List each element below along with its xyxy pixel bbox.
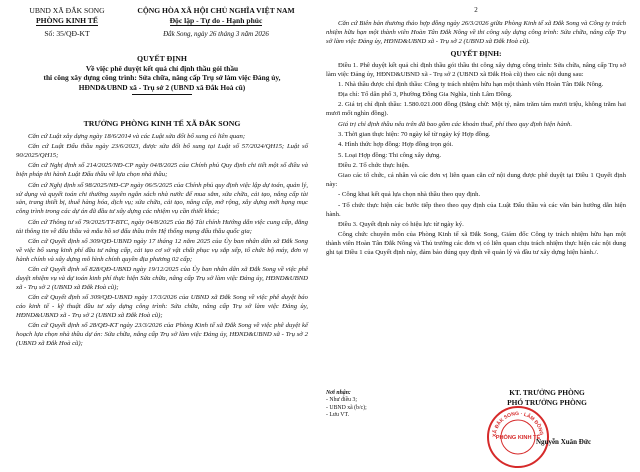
recipients [326, 390, 446, 420]
article-3: Điều 3. Quyết định này có hiệu lực từ ngày ký. [338, 220, 464, 228]
recipient-item: - Lưu VT. [326, 412, 350, 419]
basis-item: Căn cứ Quyết định số 309/QĐ-UBND ngày 17/3/2026 của UBND xã Đắk Song về việc phê duyệt báo cáo kinh tế - kỹ thuật đầu tư xây dựng công trình: Sửa chữa, nâng cấp Trụ sở làm việc Đảng ủy, HĐND&UBND xã - Trụ sở 2 (UBND xã Đắk Hoà cũ); [16, 294, 308, 319]
article-1-item-2-note: Giá trị chỉ định thầu nêu trên đã bao gồm các khoản thuế, phí theo quy định hiện hành. [338, 120, 573, 128]
decision-heading [16, 54, 308, 95]
decision-title-2: QUYẾT ĐỊNH: [450, 48, 502, 58]
article-1-item-1: 1. Nhà thầu được chỉ định thầu: Công ty trách nhiệm hữu hạn một thành viên Hoàn Tân Đắk Nông. [338, 80, 604, 88]
issuing-agency [16, 6, 118, 39]
article-1-item-2: 2. Giá trị chỉ định thầu: 1.580.021.000 đồng (Bằng chữ: Một tỷ, năm trăm tám mươi triệu, không trăm hai mươi mốt nghìn đồng). [326, 101, 626, 118]
basis-item: Căn cứ Nghị định số 214/2025/NĐ-CP ngày 04/8/2025 của Chính phủ Quy định chi tiết một số điều và biện pháp thi hành Luật Đấu thầu về lựa chọn nhà thầu; [16, 162, 308, 179]
issue-date: Đắk Song, ngày 26 tháng 3 năm 2026 [163, 30, 269, 38]
agency-name: PHÒNG KINH TẾ [36, 16, 98, 25]
article-2-item: - Công khai kết quả lựa chọn nhà thầu theo quy định. [338, 191, 481, 199]
national-motto: Độc lập - Tự do - Hạnh phúc [169, 16, 263, 25]
article-1-item-5: 5. Loại Hợp đồng: Thi công xây dựng. [338, 151, 442, 159]
article-1-item-4: 4. Hình thức hợp đồng: Hợp đồng trọn gói. [338, 141, 454, 149]
national-header [124, 6, 308, 39]
article-2: Điều 2. Tổ chức thực hiện. [338, 161, 410, 169]
basis-item: Căn cứ Quyết định số 309/QĐ-UBND ngày 17 tháng 12 năm 2025 của Ủy ban nhân dân xã Đắk Song về việc bổ sung kinh phí đầu tư nâng cấp, cải tạo cơ sở vật chất phục vụ sắp xếp, tổ chức bộ máy, đơn vị hành chính và xây dựng mô hình chính quyền địa phương 02 cấp; [16, 237, 308, 263]
decision-subject-line-3 [16, 83, 308, 93]
basis-item: Căn cứ Luật xây dựng ngày 18/6/2014 và các Luật sửa đổi bổ sung có liên quan; [28, 132, 246, 140]
contractor-address: Địa chỉ: Tổ dân phố 3, Phường Đông Gia Nghĩa, tỉnh Lâm Đồng. [338, 91, 513, 99]
decision-title: QUYẾT ĐỊNH [137, 54, 187, 63]
decision-subject-line-1: Về việc phê duyệt kết quả chỉ định thầu gói thầu [85, 63, 239, 73]
document-number: Số: 35/QĐ-KT [44, 29, 90, 38]
article-1: Điều 1. Phê duyệt kết quả chỉ định thầu gói thầu thi công xây dựng công trình: Sửa chữa, nâng cấp Trụ sở làm việc Đảng ủy, HĐND&UBND xã - Trụ sở 2 (UBND xã Đắk Hoà cũ) theo các nội dung sau: [326, 61, 626, 78]
page-number: 2 [474, 6, 478, 14]
article-2-text: Giao các tổ chức, cá nhân và các đơn vị liên quan căn cứ nội dung được phê duyệt tại Điều 1 Quyết định này: [326, 172, 626, 189]
heading-divider [132, 94, 192, 95]
recipient-item: - UBND xã (b/c); [326, 404, 367, 411]
official-stamp [486, 405, 550, 469]
basis-item: Căn cứ Quyết định số 828/QĐ-UBND ngày 19/12/2025 của Ủy ban nhân dân xã Đắk Song về việc phê duyệt nhiệm vụ và dự toán kinh phí thực hiện Sửa chữa, nâng cấp Trụ sở làm việc Đảng ủy, HĐND&UBND xã - Trụ sở 2 (UBND xã Đắk Hoà cũ); [16, 265, 308, 291]
sign-title: PHÓ TRƯỞNG PHÒNG [507, 397, 587, 407]
article-2-item: - Tổ chức thực hiện các bước tiếp theo theo quy định của Luật Đấu thầu và các văn bản hướng dẫn hiện hành. [326, 201, 626, 218]
decision-body [326, 20, 626, 259]
stamp-ring-text: XÃ ĐẮK SONG · LÂM ĐỒNG [491, 410, 544, 438]
document-header [16, 6, 308, 52]
decision-subject-line-2: thi công xây dựng công trình: Sửa chữa, nâng cấp Trụ sở làm việc Đảng ủy, [43, 73, 281, 83]
agency-parent: UBND XÃ ĐẮK SONG [29, 6, 105, 15]
decision-subject-text: HĐND&UBND xã - Trụ sở 2 (UBND xã Đắk Hoà cũ) [78, 82, 246, 92]
country-name: CỘNG HÒA XÃ HỘI CHỦ NGHĨA VIỆT NAM [137, 6, 295, 15]
basis-item: Căn cứ Quyết định số 28/QĐ-KT ngày 23/3/2026 của Phòng Kinh tế xã Đắk Song về việc phê duyệt kế hoạch lựa chọn nhà thầu dự án: Sửa chữa, nâng cấp Trụ sở làm việc Đảng ủy, HĐND&UBND xã - Trụ sở 2 (UBND xã Đắk Hoà cũ); [16, 322, 308, 347]
article-3-text: Công chức chuyên môn của Phòng Kinh tế xã Đắk Song, Giám đốc Công ty trách nhiệm hữu hạn một thành viên Hoàn Tân Đắk Nông và Thủ trưởng các đơn vị có liên quan chịu trách nhiệm thực hiện các nội dung ghi tại Điều 1 của Quyết định này, đảm bảo đúng quy định về quản lý và đầu tư xây dựng hiện hành./. [326, 231, 626, 256]
recipients-title: Nơi nhận: [326, 390, 351, 396]
basis-item: Căn cứ Luật Đấu thầu ngày 23/6/2023, được sửa đổi bổ sung tại Luật số 57/2024/QH15; Luật số 90/2025/QH15; [16, 143, 308, 160]
signer-name: Nguyễn Xuân Đức [536, 438, 592, 446]
basis-item: Căn cứ Thông tư số 79/2025/TT-BTC, ngày 04/8/2025 của Bộ Tài chính Hướng dẫn việc cung cấp, đăng tải thông tin về đấu thầu và mẫu hồ sơ đấu thầu trên Hệ thống mạng đấu thầu quốc gia; [16, 218, 308, 235]
sign-authority: KT. TRƯỞNG PHÒNG [509, 388, 585, 397]
issuing-authority: TRƯỞNG PHÒNG KINH TẾ XÃ ĐẮK SONG [83, 119, 241, 128]
basis-item: Căn cứ Nghị định số 98/2025/NĐ-CP ngày 06/5/2025 của Chính phủ quy định việc lập dự toán, quản lý, sử dụng và quyết toán chi thường xuyên ngân sách nhà nước để mua sắm, sửa chữa, cải tạo, nâng cấp tài sản, trang thiết bị, thuê hàng hóa, dịch vụ; sửa chữa, cải tạo, nâng cấp, mở rộng, xây dựng mới hạng mục công trình trong các dự án đã đầu tư xây dựng các nhiệm vụ cần thiết khác; [16, 181, 308, 216]
basis-item: Căn cứ Biên bản thương thảo hợp đồng ngày 26/3/2026 giữa Phòng Kinh tế xã Đắk Song và Công ty trách nhiệm hữu hạn một thành viên Hoàn Tân Đắk Nông về thi công xây dựng công trình: Sửa chữa, nâng cấp Trụ sở làm việc Đảng ủy, HĐND&UBND xã - Trụ sở 2 (UBND xã Đắk Hoà cũ). [326, 20, 626, 45]
recipient-item: - Như điều 3; [326, 397, 357, 404]
stamp-center-text: PHÒNG KINH TẾ [495, 435, 541, 441]
article-1-item-3: 3. Thời gian thực hiện: 70 ngày kể từ ngày ký Hợp đồng. [338, 130, 491, 138]
legal-bases [16, 120, 308, 350]
